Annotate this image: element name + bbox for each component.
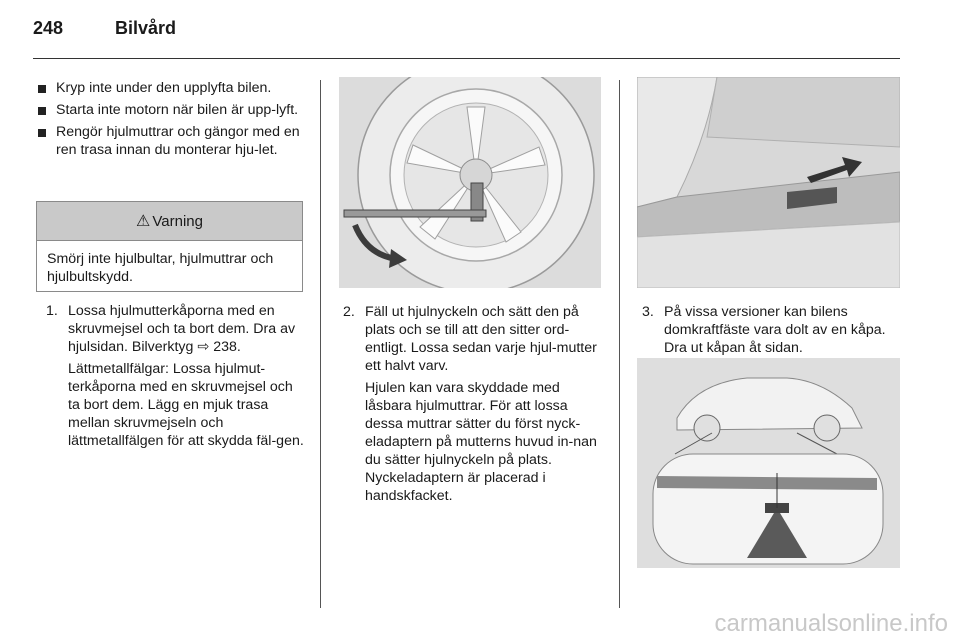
car-jack-figure	[637, 358, 900, 568]
bullet-item: Starta inte motorn när bilen är upp-lyft.	[37, 101, 305, 119]
step-number: 1.	[46, 303, 58, 319]
page-number: 248	[33, 18, 64, 38]
bullet-item: Kryp inte under den upplyfta bilen.	[37, 79, 305, 97]
car-jack-illustration	[637, 358, 900, 568]
wheel-wrench-figure	[339, 77, 601, 288]
jack-cover-illustration	[637, 77, 900, 288]
step-text: Lossa hjulmutterkåporna med en skruvmejsel och ta bort dem. Dra av hjulsidan. Bilverktyg	[68, 303, 296, 355]
step-2	[343, 303, 605, 509]
step-1	[46, 302, 304, 454]
step-text: På vissa versioner kan bilens domkraftfäste vara dolt av en kåpa. Dra ut kåpan åt sidan.	[664, 304, 886, 356]
warning-triangle-icon: ⚠	[136, 213, 151, 230]
wheel-wrench-illustration	[339, 77, 601, 288]
step-3	[642, 303, 900, 361]
warning-header	[37, 202, 302, 241]
warning-title: Varning	[152, 212, 203, 230]
warning-box	[36, 201, 303, 292]
step-extra-text: Hjulen kan vara skyddade med låsbara hjulmuttrar. För att lossa dessa muttrar sätter du först nyck-eladaptern på mutterns huvud in-nan du sätter hjulnyckeln på plats. Nyckeladaptern är placerad i handskfacket.	[365, 380, 597, 504]
step-text: Fäll ut hjulnyckeln och sätt den på plats och se till att den sitter ord-entligt. Lossa sedan varje hjul-mutter ett halvt varv.	[365, 304, 597, 374]
step-extra-text: Lättmetallfälgar: Lossa hjulmut-terkåporna med en skruvmejsel och ta bort dem. Lägg en mjuk trasa mellan skruvmejseln och lättmetallfälgen för att skydda fäl-gen.	[68, 361, 304, 449]
column-divider-right	[619, 80, 620, 608]
reference-arrow-icon: ⇨	[197, 339, 210, 355]
header-rule	[33, 58, 900, 59]
bullet-item: Rengör hjulmuttrar och gängor med en ren trasa innan du monterar hju-let.	[37, 123, 305, 159]
jack-cover-figure	[637, 77, 900, 288]
section-title: Bilvård	[115, 18, 177, 38]
page-header	[33, 18, 176, 39]
step-number: 2.	[343, 304, 355, 320]
warning-text: Smörj inte hjulbultar, hjulmuttrar och hjulbultskydd.	[47, 251, 274, 285]
watermark: carmanualsonline.info	[714, 610, 948, 637]
page-reference: 238.	[213, 339, 241, 355]
step-number: 3.	[642, 304, 654, 320]
column-divider-left	[320, 80, 321, 608]
safety-bullets	[37, 79, 305, 163]
